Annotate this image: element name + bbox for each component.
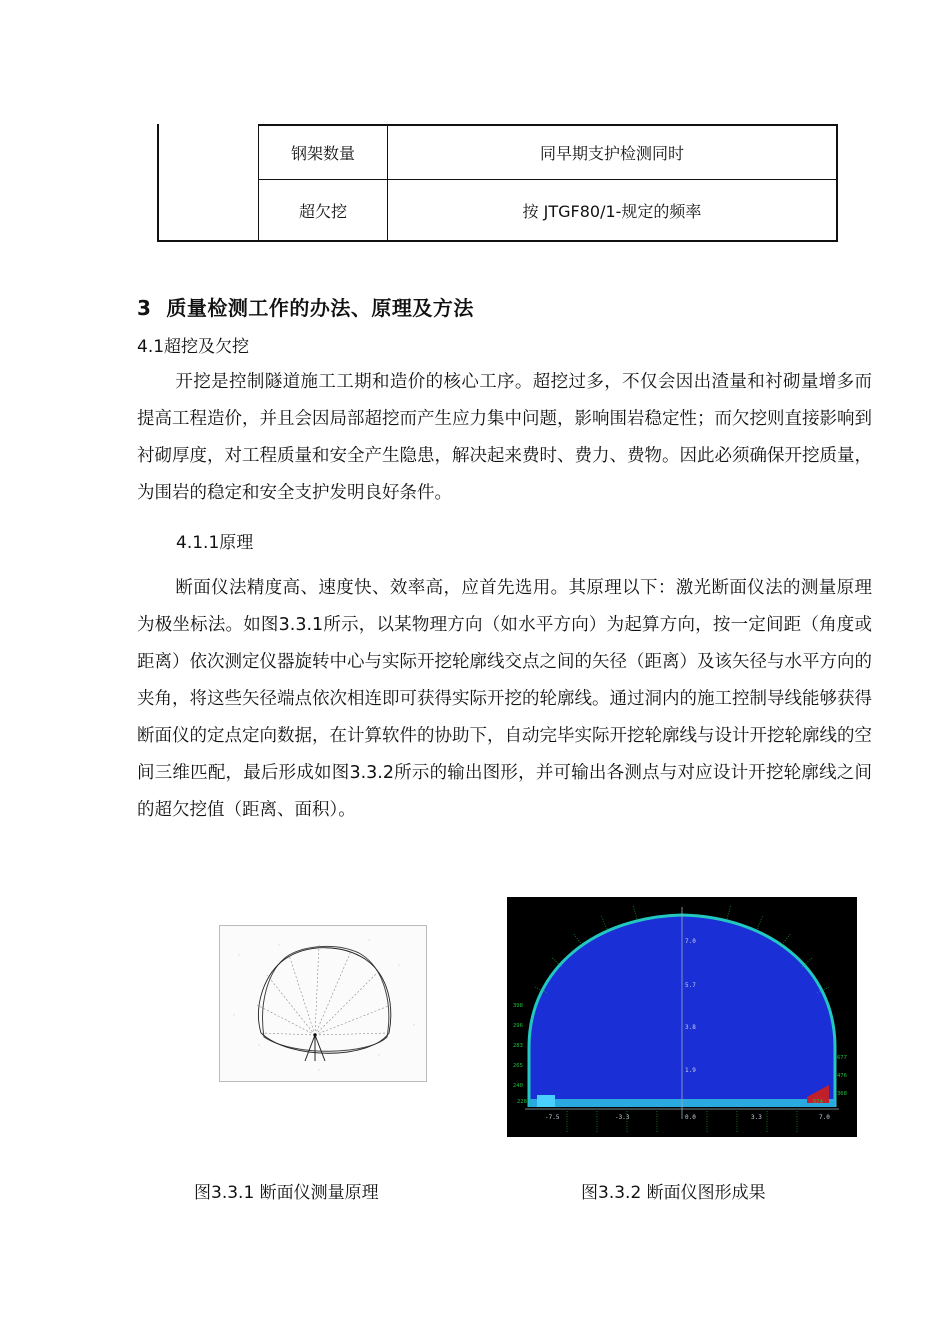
paragraph-text: 开挖是控制隧道施工工期和造价的核心工序。超挖过多，不仅会因出渣量和衬砌量增多而提高工程造价，并且会因局部超挖而产生应力集中问题，影响围岩稳定性；而欠挖则直接影响到衬砌厚度，对工程质量和安全产生隐患，解决起来费时、费力、费物。因此必须确保开挖质量，为围岩的稳定和安全支护发明良好条件。: [137, 372, 872, 503]
measurement-label: 574: [813, 1099, 823, 1105]
paragraph-principle: [137, 570, 872, 829]
axis-tick-label: 5.7: [685, 982, 696, 989]
measurement-label: 296: [513, 1023, 523, 1029]
instrument-center: [313, 1033, 316, 1036]
table-cell-item: 超欠挖: [298, 201, 347, 221]
table-border-bottom: [157, 240, 838, 242]
section-heading: 3 质量检测工作的办法、原理及方法: [137, 296, 474, 320]
figure-frame: [220, 926, 427, 1082]
measurement-label: 240: [513, 1083, 523, 1089]
figure-graphic-result: [507, 897, 857, 1137]
axis-tick-label: 3.3: [751, 1114, 762, 1121]
measurement-label: 677: [837, 1055, 847, 1061]
measurement-label: 283: [513, 1043, 523, 1049]
axis-tick-label: 7.0: [819, 1114, 830, 1121]
measurement-label: 265: [513, 1063, 523, 1069]
table-border-left: [157, 124, 159, 242]
axis-tick-label: -7.5: [545, 1114, 560, 1121]
table-cell-value: 同早期支护检测同时: [539, 144, 684, 163]
axis-tick-label: 3.8: [685, 1024, 696, 1031]
table-cell-value: 按 JTGF80/1-规定的频率: [522, 201, 702, 221]
inspection-table: [157, 124, 838, 242]
figure-caption-2: 图3.3.2 断面仪图形成果: [581, 1183, 766, 1203]
table-border-right: [836, 124, 838, 242]
figure-caption-1: 图3.3.1 断面仪测量原理: [194, 1183, 379, 1203]
paragraph-overbreak: [137, 364, 872, 512]
measurement-label: 228: [517, 1099, 527, 1105]
overbreak-marker-left: [537, 1095, 555, 1107]
axis-tick-label: 0.0: [685, 1114, 696, 1121]
measurement-label: 398: [513, 1003, 523, 1009]
subsection-heading: 4.1超挖及欠挖: [137, 337, 250, 357]
axis-tick-label: 1.9: [685, 1067, 696, 1074]
axis-tick-label: 7.0: [685, 938, 696, 945]
axis-tick-label: -3.3: [615, 1114, 630, 1121]
subsubsection-heading: 4.1.1原理: [176, 533, 254, 553]
figure-measurement-principle: [219, 925, 427, 1082]
table-cell-item: 钢架数量: [290, 144, 355, 163]
measurement-label: 368: [837, 1091, 847, 1097]
paragraph-text: 断面仪法精度高、速度快、效率高，应首先选用。其原理以下：激光断面仪法的测量原理为极坐标法。如图3.3.1所示，以某物理方向（如水平方向）为起算方向，按一定间距（角度或距离）依次测定仪器旋转中心与实际开挖轮廓线交点之间的矢径（距离）及该矢径与水平方向的夹角，将这些矢径端点依次相连即可获得实际开挖的轮廓线。通过洞内的施工控制导线能够获得断面仪的定点定向数据，在计算软件的协助下，自动完毕实际开挖轮廓线与设计开挖轮廓线的空间三维匹配，最后形成如图3.3.2所示的输出图形，并可输出各测点与对应设计开挖轮廓线之间的超欠挖值（距离、面积）。: [137, 578, 872, 820]
measurement-label: 476: [837, 1073, 847, 1079]
